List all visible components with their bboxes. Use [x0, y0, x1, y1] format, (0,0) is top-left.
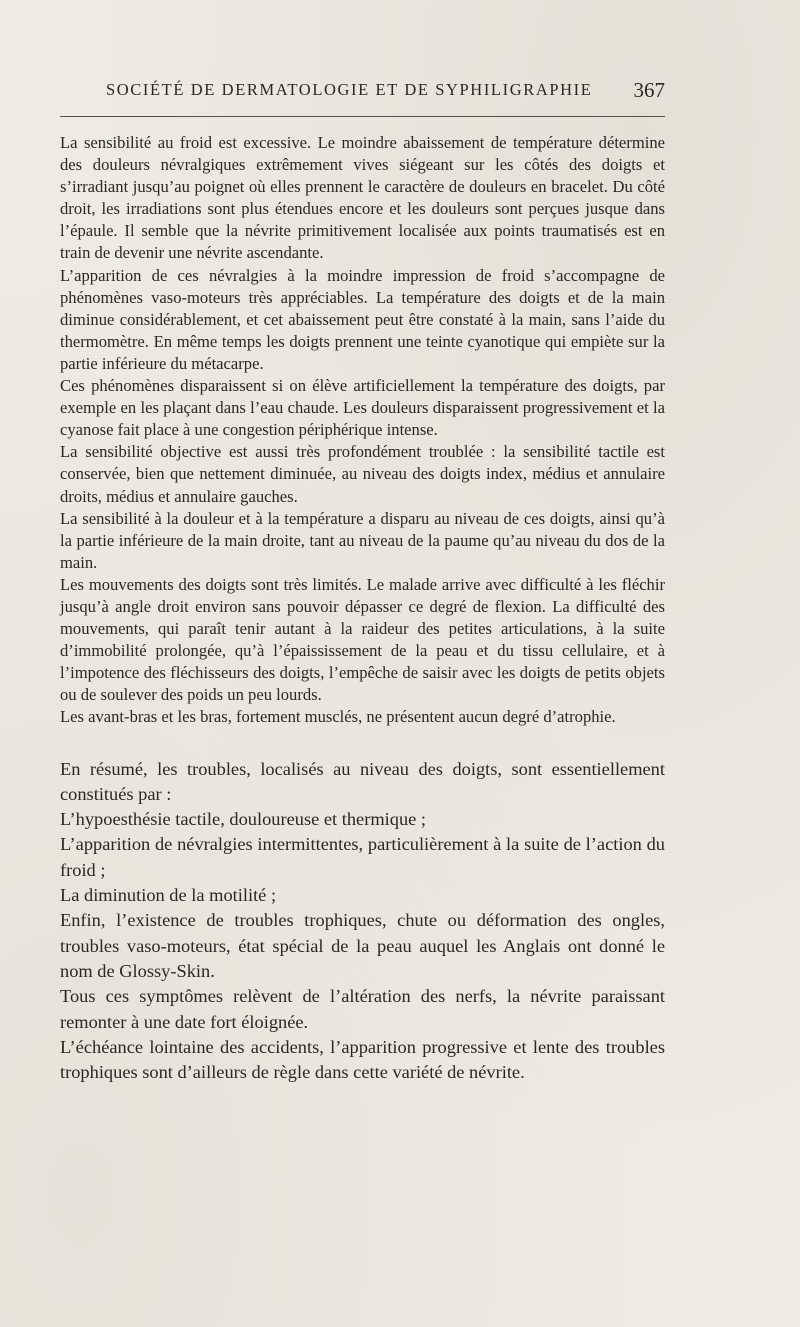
paragraph-vasomotor: L’apparition de ces névralgies à la moindre impression de froid s’accompagne de phénomènes vaso-moteurs très appréciables. La température des doigts et de la main diminue considérablement, et cet abaissement peut être constaté à la main, sans l’aide du thermomètre. En même temps les doigts prennent une teinte cyanotique qui empiète sur la partie inférieure du métacarpe.	[60, 265, 665, 373]
list-item-hypoesthesia: L’hypoesthésie tactile, douloureuse et thermique ;	[60, 809, 427, 830]
header-rule	[60, 116, 665, 117]
running-title: SOCIÉTÉ DE DERMATOLOGIE ET DE SYPHILIGRAPHIE	[106, 80, 593, 99]
section-gap	[60, 729, 665, 757]
paragraph-nerve-alteration: Tous ces symptômes relèvent de l’altération des nerfs, la névrite paraissant remonter à une date fort éloignée.	[60, 986, 665, 1032]
page-header	[60, 80, 665, 104]
paragraph-movements: Les mouvements des doigts sont très limités. Le malade arrive avec difficulté à les fléchir jusqu’à angle droit environ sans pouvoir dépasser ce degré de flexion. La difficulté des mouvements, qui paraît tenir autant à la raideur des petites articulations, à la suite d’immobilité prolongée, qu’à l’épaississement de la peau et du tissu cellulaire, et à l’impotence des fléchisseurs des doigts, l’empêche de saisir avec les doigts de petits objets ou de soulever des poids un peu lourds.	[60, 574, 665, 705]
list-item-trophic: Enfin, l’existence de troubles trophiques, chute ou déformation des ongles, troubles vaso-moteurs, état spécial de la peau auquel les Anglais ont donné le nom de Glossy-Skin.	[60, 910, 665, 981]
paragraph-objective-sensitivity: La sensibilité objective est aussi très profondément troublée : la sensibilité tactile est conservée, bien que nettement diminuée, au niveau des doigts index, médius et annulaire droits, médius et annulaire gauches.	[60, 442, 665, 506]
paragraph-cold-sensitivity: La sensibilité au froid est excessive. Le moindre abaissement de température détermine des douleurs névralgiques extrêmement vives siégeant sur les côtés des doigts et s’irradiant jusqu’au poignet où elles prennent le caractère de douleurs en bracelet. Du côté droit, les irradiations sont plus étendues encore et les douleurs sont perçues jusque dans l’épaule. Il semble que la névrite primitivement localisée aux points traumatisés est en train de devenir une névrite ascendante.	[60, 133, 665, 263]
body-text	[60, 132, 665, 1085]
paragraph-warming: Ces phénomènes disparaissent si on élève artificiellement la température des doigts, par exemple en les plaçant dans l’eau chaude. Les douleurs disparaissent progressivement et la cyanose fait place à une congestion périphérique intense.	[60, 376, 665, 440]
paragraph-progression: L’échéance lointaine des accidents, l’apparition progressive et lente des troubles trophiques sont d’ailleurs de règle dans cette variété de névrite.	[60, 1036, 665, 1083]
page-number: 367	[633, 78, 665, 102]
paragraph-summary: En résumé, les troubles, localisés au niveau des doigts, sont essentiellement constitués par :	[60, 758, 665, 804]
list-item-motility: La diminution de la motilité ;	[60, 885, 277, 906]
list-item-neuralgia: L’apparition de névralgies intermittentes, particulièrement à la suite de l’action du froid ;	[60, 834, 665, 880]
paragraph-forearms: Les avant-bras et les bras, fortement musclés, ne présentent aucun degré d’atrophie.	[60, 707, 616, 727]
paragraph-pain-temperature: La sensibilité à la douleur et à la température a disparu au niveau de ces doigts, ainsi qu’à la partie inférieure de la main droite, tant au niveau de la paume qu’au niveau du dos de la main.	[60, 508, 665, 572]
